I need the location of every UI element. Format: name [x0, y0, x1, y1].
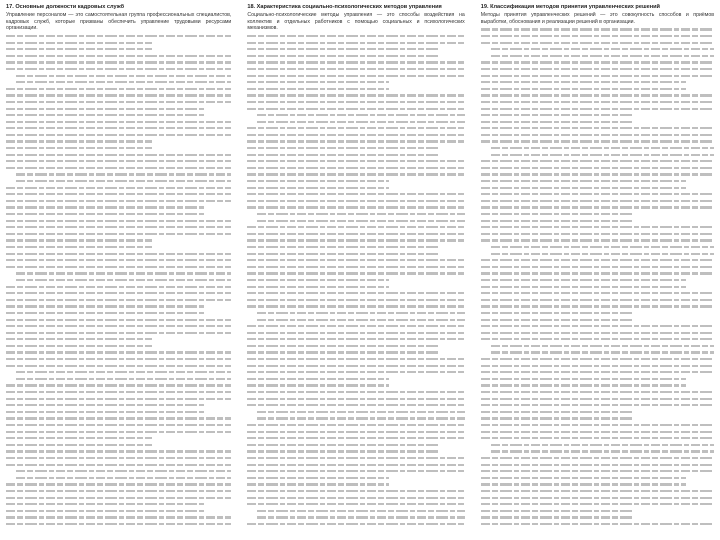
text-line [247, 356, 464, 363]
text-line [481, 409, 714, 416]
text-line [6, 264, 231, 271]
text-line [481, 435, 714, 442]
text-line [247, 494, 464, 501]
text-line [6, 514, 231, 521]
text-line [481, 481, 714, 488]
text-line [481, 217, 714, 224]
text-line [247, 79, 464, 86]
text-line [247, 224, 464, 231]
text-line [6, 151, 231, 158]
text-line [481, 376, 714, 383]
text-line [6, 362, 231, 369]
text-line [481, 46, 714, 53]
text-lines [247, 33, 464, 528]
text-line [247, 283, 464, 290]
text-line [481, 362, 714, 369]
text-line [247, 376, 464, 383]
text-line [247, 461, 464, 468]
text-line [481, 349, 714, 356]
text-line [6, 297, 231, 304]
text-line [247, 310, 464, 317]
text-line [247, 362, 464, 369]
text-line [481, 53, 714, 60]
text-line [6, 224, 231, 231]
text-line [247, 435, 464, 442]
text-line [6, 428, 231, 435]
text-line [481, 99, 714, 106]
text-line [481, 514, 714, 521]
text-line [247, 231, 464, 238]
text-line [6, 376, 231, 383]
text-line [481, 277, 714, 284]
text-line [481, 369, 714, 376]
text-line [481, 316, 714, 323]
text-line [247, 488, 464, 495]
text-line [247, 428, 464, 435]
text-line [481, 290, 714, 297]
text-lines [6, 33, 231, 528]
text-line [6, 86, 231, 93]
text-line [6, 132, 231, 139]
text-line [6, 171, 231, 178]
text-line [481, 151, 714, 158]
text-line [247, 316, 464, 323]
text-line [481, 270, 714, 277]
text-line [6, 369, 231, 376]
text-line [481, 475, 714, 482]
text-line [481, 521, 714, 528]
text-line [6, 257, 231, 264]
text-line [6, 455, 231, 462]
column-middle [247, 4, 464, 536]
text-line [6, 33, 231, 40]
text-line [247, 125, 464, 132]
text-line [481, 283, 714, 290]
text-line [247, 343, 464, 350]
text-line [6, 184, 231, 191]
text-line [247, 72, 464, 79]
text-line [481, 138, 714, 145]
text-line [247, 455, 464, 462]
text-line [6, 92, 231, 99]
text-line [247, 171, 464, 178]
text-line [6, 488, 231, 495]
text-line [481, 297, 714, 304]
text-line [6, 158, 231, 165]
text-line [247, 198, 464, 205]
text-line [247, 105, 464, 112]
text-line [247, 138, 464, 145]
text-line [247, 349, 464, 356]
text-line [6, 409, 231, 416]
text-lines [481, 26, 714, 527]
text-line [481, 165, 714, 172]
text-line [481, 231, 714, 238]
text-line [247, 184, 464, 191]
text-line [6, 283, 231, 290]
text-line [6, 461, 231, 468]
text-line [481, 442, 714, 449]
text-line [481, 132, 714, 139]
text-line [481, 468, 714, 475]
text-line [247, 382, 464, 389]
text-line [247, 66, 464, 73]
text-line [481, 86, 714, 93]
text-line [481, 237, 714, 244]
text-line [481, 92, 714, 99]
text-line [6, 481, 231, 488]
text-line [6, 323, 231, 330]
text-line [6, 250, 231, 257]
text-line [247, 99, 464, 106]
text-line [481, 494, 714, 501]
text-line [247, 92, 464, 99]
text-line [481, 402, 714, 409]
section-lead-text: Методы принятия управленческих решений — это совокупность способов и приёмов выработки, обоснования и реализации решений в организации. [480, 12, 714, 25]
text-line [6, 244, 231, 251]
text-line [6, 349, 231, 356]
text-line [247, 514, 464, 521]
text-line [247, 178, 464, 185]
text-line [6, 382, 231, 389]
text-line [247, 132, 464, 139]
text-line [247, 53, 464, 60]
text-line [481, 250, 714, 257]
text-line [481, 501, 714, 508]
text-line [481, 198, 714, 205]
text-line [6, 66, 231, 73]
text-line [481, 389, 714, 396]
text-line [481, 191, 714, 198]
text-line [481, 66, 714, 73]
text-line [6, 343, 231, 350]
text-line [247, 481, 464, 488]
text-line [247, 475, 464, 482]
text-line [6, 39, 231, 46]
text-line [247, 369, 464, 376]
text-line [6, 521, 231, 528]
text-line [481, 184, 714, 191]
text-line [247, 389, 464, 396]
text-line [247, 86, 464, 93]
text-line [6, 165, 231, 172]
text-line [481, 343, 714, 350]
text-line [6, 316, 231, 323]
text-line [6, 59, 231, 66]
text-line [247, 112, 464, 119]
text-line [6, 330, 231, 337]
text-line [481, 224, 714, 231]
text-line [6, 217, 231, 224]
text-line [481, 395, 714, 402]
text-line [6, 79, 231, 86]
text-line [6, 119, 231, 126]
text-line [6, 435, 231, 442]
section-heading: 17. Основные должности кадровых служб [6, 4, 125, 10]
text-line [247, 217, 464, 224]
text-line [6, 231, 231, 238]
section-lead-text: Социально-психологические методы управления — это способы воздействия на коллектив и отдельных работников с помощью социальных и психологических механизмов. [247, 12, 465, 32]
text-line [247, 250, 464, 257]
text-line [481, 105, 714, 112]
text-line [6, 310, 231, 317]
text-line [6, 442, 231, 449]
text-line [481, 59, 714, 66]
text-line [6, 356, 231, 363]
text-line [6, 178, 231, 185]
text-line [247, 501, 464, 508]
text-line [481, 330, 714, 337]
text-line [481, 112, 714, 119]
text-line [481, 323, 714, 330]
text-line [481, 211, 714, 218]
text-line [481, 244, 714, 251]
text-line [6, 290, 231, 297]
text-line [247, 330, 464, 337]
text-line [247, 323, 464, 330]
text-line [247, 521, 464, 528]
text-line [481, 356, 714, 363]
text-line [481, 488, 714, 495]
text-line [481, 125, 714, 132]
text-line [6, 211, 231, 218]
text-line [481, 303, 714, 310]
text-line [247, 270, 464, 277]
text-line [481, 415, 714, 422]
text-line [247, 59, 464, 66]
text-line [6, 402, 231, 409]
text-line [6, 138, 231, 145]
text-line [247, 415, 464, 422]
text-line [6, 494, 231, 501]
text-line [481, 264, 714, 271]
text-line [247, 277, 464, 284]
text-line [481, 455, 714, 462]
text-line [247, 422, 464, 429]
text-line [6, 395, 231, 402]
text-line [481, 257, 714, 264]
text-line [6, 112, 231, 119]
text-line [247, 395, 464, 402]
text-line [247, 158, 464, 165]
text-line [6, 198, 231, 205]
section-heading: 18. Характеристика социально-психологических методов управления [247, 4, 442, 10]
text-line [481, 158, 714, 165]
text-line [481, 119, 714, 126]
text-line [481, 508, 714, 515]
text-line [6, 448, 231, 455]
text-line [481, 310, 714, 317]
text-line [481, 171, 714, 178]
text-line [6, 468, 231, 475]
text-line [247, 290, 464, 297]
text-line [481, 72, 714, 79]
text-line [247, 402, 464, 409]
text-line [247, 409, 464, 416]
text-line [6, 99, 231, 106]
text-line [6, 145, 231, 152]
text-line [481, 39, 714, 46]
text-line [481, 461, 714, 468]
text-line [6, 508, 231, 515]
text-line [247, 297, 464, 304]
text-line [481, 382, 714, 389]
text-line [247, 303, 464, 310]
text-line [247, 468, 464, 475]
text-line [247, 33, 464, 40]
text-line [6, 105, 231, 112]
text-line [481, 33, 714, 40]
text-line [247, 264, 464, 271]
text-line [247, 165, 464, 172]
text-line [247, 204, 464, 211]
text-line [247, 191, 464, 198]
text-line [481, 26, 714, 33]
text-line [247, 151, 464, 158]
text-line [6, 336, 231, 343]
text-line [481, 79, 714, 86]
text-line [6, 125, 231, 132]
text-line [247, 211, 464, 218]
text-line [481, 145, 714, 152]
text-line [6, 204, 231, 211]
text-line [6, 237, 231, 244]
text-line [6, 53, 231, 60]
text-line [247, 442, 464, 449]
text-line [247, 448, 464, 455]
text-line [247, 119, 464, 126]
text-line [6, 46, 231, 53]
text-line [6, 72, 231, 79]
text-line [6, 415, 231, 422]
text-line [247, 145, 464, 152]
text-line [6, 191, 231, 198]
text-line [6, 303, 231, 310]
text-line [247, 244, 464, 251]
text-line [481, 178, 714, 185]
text-line [481, 336, 714, 343]
text-line [481, 428, 714, 435]
column-right [481, 4, 714, 536]
text-line [6, 270, 231, 277]
text-line [481, 204, 714, 211]
text-line [247, 46, 464, 53]
text-line [6, 277, 231, 284]
text-line [6, 389, 231, 396]
text-line [247, 257, 464, 264]
text-line [481, 448, 714, 455]
column-left [6, 4, 231, 536]
text-line [6, 422, 231, 429]
text-line [481, 422, 714, 429]
text-line [6, 475, 231, 482]
text-line [247, 39, 464, 46]
section-heading: 19. Классификация методов принятия управленческих решений [480, 4, 660, 10]
text-line [6, 501, 231, 508]
text-line [247, 336, 464, 343]
text-line [247, 237, 464, 244]
text-line [247, 508, 464, 515]
section-lead-text: Управление персоналом — это самостоятельная группа профессиональных специалистов, кадровых служб, которые призваны обеспечить управление трудовыми ресурсами организации. [6, 12, 232, 32]
